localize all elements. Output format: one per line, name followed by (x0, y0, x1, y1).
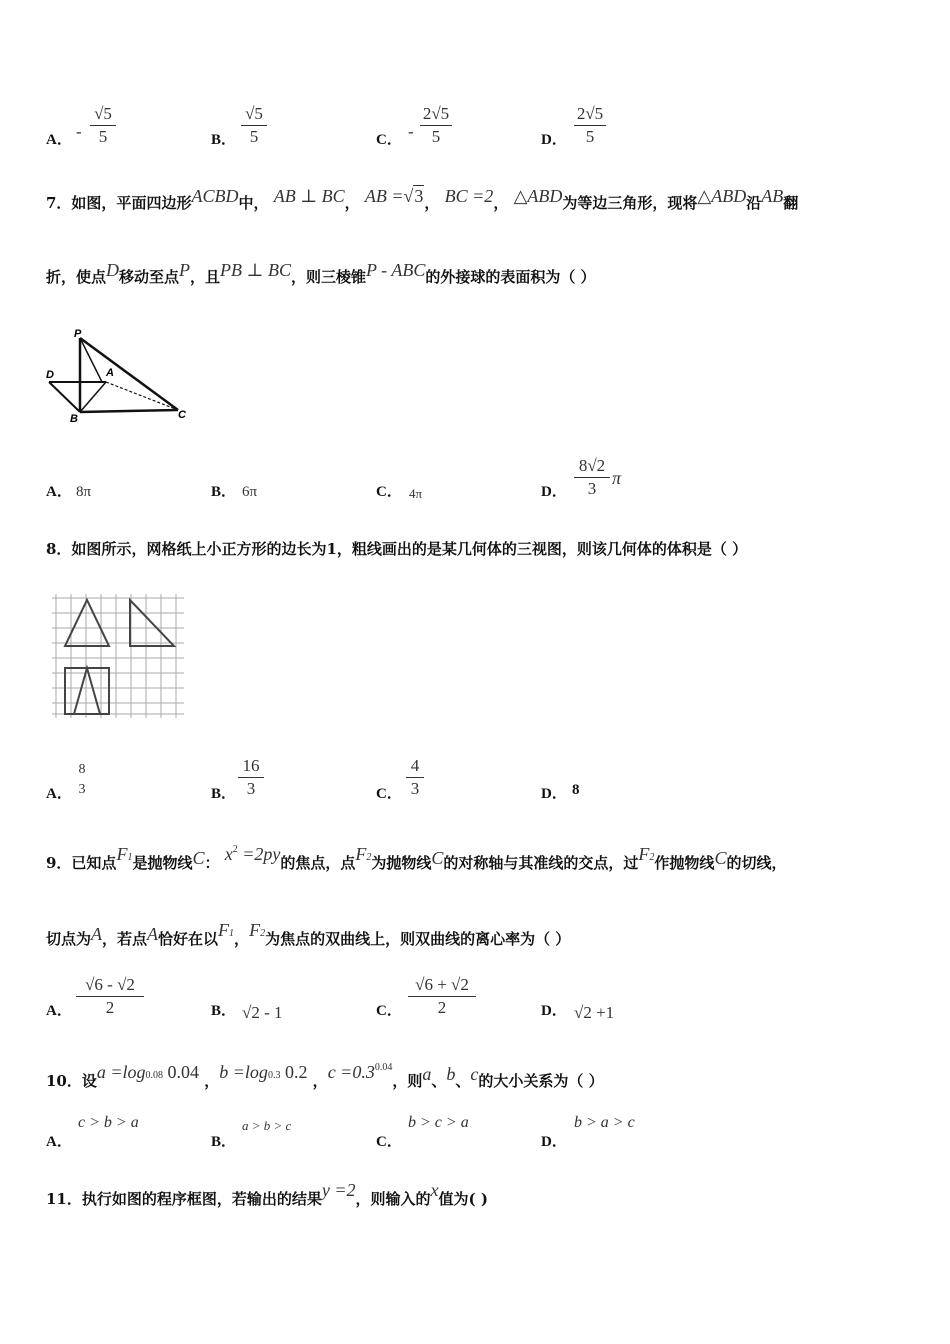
q10-option-d-value: b > a > c (574, 1114, 635, 1131)
q7-option-b-label: B． (211, 484, 237, 500)
q9-option-d-value: √2 +1 (574, 1003, 615, 1022)
q7-option-a-value: 8π (76, 484, 92, 500)
q7-option-d-label: D． (541, 484, 567, 500)
q7-figure-label-d: D (46, 369, 54, 381)
q8-option-d-label: D． (541, 786, 567, 802)
q9-option-a-fraction: √6 - √2 2 (76, 975, 144, 1018)
q9-option-b-label: B． (211, 1003, 237, 1019)
q7-figure-label-b: B (70, 413, 78, 425)
q6-option-d-label: D． (541, 132, 567, 148)
q8-option-a-label: A． (46, 786, 72, 802)
q6-option-c-sign: - (408, 122, 414, 141)
q7-figure-label-c: C (178, 409, 186, 421)
q7-line-1: 7．如图，平面四边形ACBD中， AB ⊥ BC， AB =√3， BC =2， △ABD为等边三角形，现将△ABD沿AB翻 (46, 186, 799, 212)
q7-option-c-value: 4π (409, 486, 423, 501)
q7-line-2: 折，使点D移动至点P，且PB ⊥ BC，则三棱锥P - ABC的外接球的表面积为（ ） (46, 260, 596, 286)
q9-option-b-value: √2 - 1 (242, 1003, 283, 1022)
q6-option-a-label: A． (46, 132, 72, 148)
q9-option-c-label: C． (376, 1003, 402, 1019)
q7-option-a-label: A． (46, 484, 72, 500)
q8-option-b-fraction: 16 3 (238, 756, 264, 799)
q9-line-1: 9．已知点F1是抛物线C： $x^2 =2py$的焦点，点F2为抛物线C的对称轴与其准线的交点，过F2作抛物线C的切线， (46, 844, 787, 872)
q7-option-c-label: C． (376, 484, 402, 500)
q9-option-c-fraction: √6 + √2 2 (408, 975, 476, 1018)
q11-text: 11．执行如图的程序框图，若输出的结果y =2，则输入的x值为( ) (46, 1180, 488, 1208)
q8-three-view-grid (52, 588, 188, 722)
q6-option-d-fraction: 2√5 5 (574, 104, 606, 147)
q8-option-d-value: 8 (572, 782, 580, 798)
q6-option-b-fraction: √5 5 (241, 104, 267, 147)
q8-option-c-fraction: 4 3 (406, 756, 424, 799)
q6-option-c-fraction: 2√5 5 (420, 104, 452, 147)
q10-option-a-label: A． (46, 1134, 72, 1150)
q6-option-a-fraction: √5 5 (90, 104, 116, 147)
q6-option-c-label: C． (376, 132, 402, 148)
q7-option-d-pi: π (612, 468, 622, 488)
q10-option-c-value: b > c > a (408, 1114, 469, 1131)
q6-option-b-label: B． (211, 132, 237, 148)
q8-option-a-fraction: 8 3 (78, 762, 86, 797)
q7-figure-label-a: A (106, 367, 114, 379)
q7-pyramid-figure (44, 326, 194, 426)
q10-option-b-value: a > b > c (242, 1118, 292, 1133)
q10-option-a-value: c > b > a (78, 1114, 139, 1131)
q9-option-d-label: D． (541, 1003, 567, 1019)
q7-option-d-fraction: 8√2 3 (574, 456, 610, 499)
q6-option-a-sign: - (76, 122, 82, 141)
q8-option-c-label: C． (376, 786, 402, 802)
q9-line-2: 切点为A，若点A恰好在以F1，F2为焦点的双曲线上，则双曲线的离心率为（ ） (46, 920, 571, 948)
q8-text: 8．如图所示，网格纸上小正方形的边长为1，粗线画出的是某几何体的三视图，则该几何体的体积是（ ） (46, 540, 748, 558)
q7-figure-label-p: P (74, 328, 82, 340)
q8-option-b-label: B． (211, 786, 237, 802)
q10-option-b-label: B． (211, 1134, 237, 1150)
q10-text: 10．设a =log0.08 0.04 ，b =log0.3 0.2 ，$c =0.3^{0.04}$，则a、b、c的大小关系为（ ） (46, 1062, 604, 1090)
q9-option-a-label: A． (46, 1003, 72, 1019)
q10-option-c-label: C． (376, 1134, 402, 1150)
q10-option-d-label: D． (541, 1134, 567, 1150)
q7-option-b-value: 6π (242, 484, 258, 500)
